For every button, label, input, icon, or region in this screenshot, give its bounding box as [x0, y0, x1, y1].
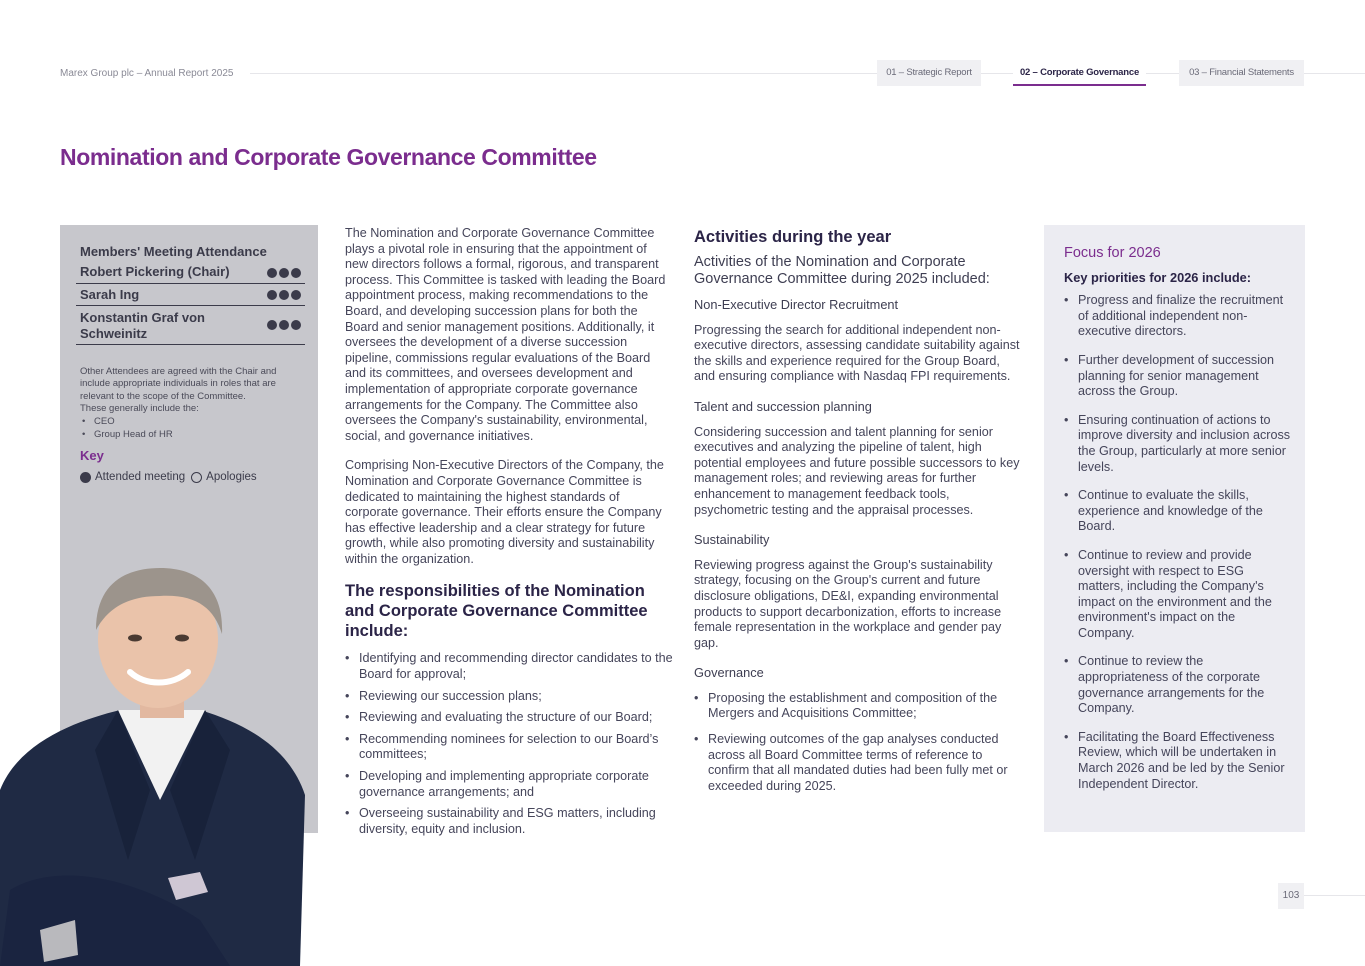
activities-column	[694, 226, 1024, 800]
section-title: Sustainability	[694, 532, 770, 548]
note-text-2: These generally include the:	[80, 402, 199, 414]
section-title: Governance	[694, 665, 764, 681]
list-item: • Overseeing sustainability and ESG matters, including diversity, equity and inclusion.	[345, 806, 673, 837]
responsibilities-list	[345, 651, 673, 837]
tab-financial-statements[interactable]: 03 – Financial Statements	[1179, 60, 1304, 86]
section-title: Talent and succession planning	[694, 398, 872, 414]
tab-strategic-report[interactable]: 01 – Strategic Report	[877, 60, 981, 86]
key-legend	[80, 471, 257, 483]
apologies-dot-icon	[191, 472, 202, 483]
focus-list	[1064, 293, 1292, 792]
key-apologies-label: Apologies	[206, 471, 257, 483]
member-name: Robert Pickering (Chair)	[80, 264, 230, 279]
list-item: • Proposing the establishment and composition of the Mergers and Acquisitions Committee;	[694, 691, 1024, 722]
attendance-dots	[267, 268, 301, 278]
other-attendees-note	[80, 366, 302, 415]
list-item: • Further development of succession planning for senior management across the Group.	[1064, 353, 1292, 400]
attendee-ceo: • CEO	[94, 416, 115, 427]
list-item: • Ensuring continuation of actions to improve diversity and inclusion across the Group, particularly at more senior levels.	[1064, 413, 1292, 475]
member-name: Konstantin Graf von Schweinitz	[80, 310, 205, 341]
attendance-dots	[267, 320, 301, 330]
attendance-dots	[267, 290, 301, 300]
intro-paragraph: Comprising Non-Executive Directors of the Company, the Nomination and Corporate Governance Committee is dedicated to maintaining the highest standards of corporate governance. Their efforts ensure the Company has effective leadership and a clear strategy for future growth, while also promoting diversity and sustainability within the organization.	[345, 458, 664, 566]
list-item: • Continue to evaluate the skills, experience and knowledge of the Board.	[1064, 488, 1292, 535]
attendance-row	[76, 306, 305, 345]
focus-title: Focus for 2026	[1064, 245, 1161, 261]
list-item: • Recommending nominees for selection to our Board’s committees;	[345, 732, 673, 763]
intro-column	[345, 226, 673, 843]
list-item: • Identifying and recommending director candidates to the Board for approval;	[345, 651, 673, 682]
focus-subtitle: Key priorities for 2026 include:	[1064, 269, 1252, 285]
list-item: • Reviewing our succession plans;	[345, 689, 673, 705]
list-item: • Reviewing outcomes of the gap analyses conducted across all Board Committee terms of reference to confirm that all mandated duties had been fully met or exceeded during 2025.	[694, 732, 1024, 794]
activities-subheading: Activities of the Nomination and Corporate Governance Committee during 2025 included:	[694, 254, 990, 287]
list-item: • Reviewing and evaluating the structure of our Board;	[345, 710, 673, 726]
key-title: Key	[80, 448, 104, 463]
governance-list	[694, 691, 1024, 795]
page-number: 103	[1278, 883, 1304, 909]
attendance-heading: Members' Meeting Attendance	[80, 244, 267, 259]
activities-heading: Activities during the year	[694, 228, 892, 246]
intro-paragraph: The Nomination and Corporate Governance Committee plays a pivotal role in ensuring that the appointment of new directors follows a formal, rigorous, and transparent process. This Committee is tasked with leading the Board appointment process, making recommendations to the Board, and developing succession plans for both the Board and senior management positions. Additionally, it oversees the development of a diverse succession pipeline, commissions regular evaluations of the Board and its committees, and oversees development and implementation of appropriate corporate governance arrangements for the Company. The Committee also oversees the Company's sustainability, environmental, social, and governance initiatives.	[345, 226, 666, 443]
report-title: Marex Group plc – Annual Report 2025	[60, 68, 241, 79]
tab-corporate-governance[interactable]: 02 – Corporate Governance	[1013, 60, 1146, 86]
list-item: • Developing and implementing appropriate corporate governance arrangements; and	[345, 769, 673, 800]
section-text: Progressing the search for additional independent non-executive directors, assessing candidate suitability against the skills and experience required for the Group Board, and ensuring compliance with Nasdaq FPI requirements.	[694, 322, 1020, 384]
attendee-head-hr: • Group Head of HR	[94, 429, 173, 440]
attended-dot-icon	[80, 472, 91, 483]
section-text: Considering succession and talent planning for senior executives and analyzing the pipeline of talent, high potential employees and future possible successors to key management roles; and reviewing areas for further enhancement to management feedback tools, psychometric testing and the appraisal processes.	[694, 424, 1020, 517]
chair-portrait	[0, 560, 318, 966]
section-title: Non-Executive Director Recruitment	[694, 297, 899, 312]
responsibilities-heading: The responsibilities of the Nomination and Corporate Governance Committee include:	[345, 582, 648, 641]
page-title: Nomination and Corporate Governance Committee	[60, 144, 597, 170]
note-text: Other Attendees are agreed with the Chair and include appropriate individuals in roles that are relevant to the scope of the Committee.	[80, 366, 277, 402]
list-item: • Continue to review the appropriateness of the corporate governance arrangements for the Company.	[1064, 654, 1292, 716]
list-item: • Facilitating the Board Effectiveness Review, which will be undertaken in March 2026 and be led by the Senior Independent Director.	[1064, 730, 1292, 792]
member-name: Sarah Ing	[80, 287, 140, 302]
key-attended-label: Attended meeting	[95, 471, 186, 483]
list-item: • Continue to review and provide oversight with respect to ESG matters, including the Company's impact on the environment and the environment's impact on the Company.	[1064, 548, 1292, 642]
list-item: • Progress and finalize the recruitment of additional independent non-executive directors.	[1064, 293, 1292, 340]
attendance-row	[76, 262, 305, 284]
focus-content	[1064, 246, 1292, 805]
attendance-row	[76, 284, 305, 306]
section-text: Reviewing progress against the Group's sustainability strategy, focusing on the Group's current and future disclosure obligations, DE&I, expanding environmental products to support decarbonization, efforts to increase female representation in the workplace and gender pay gap.	[694, 557, 1002, 650]
